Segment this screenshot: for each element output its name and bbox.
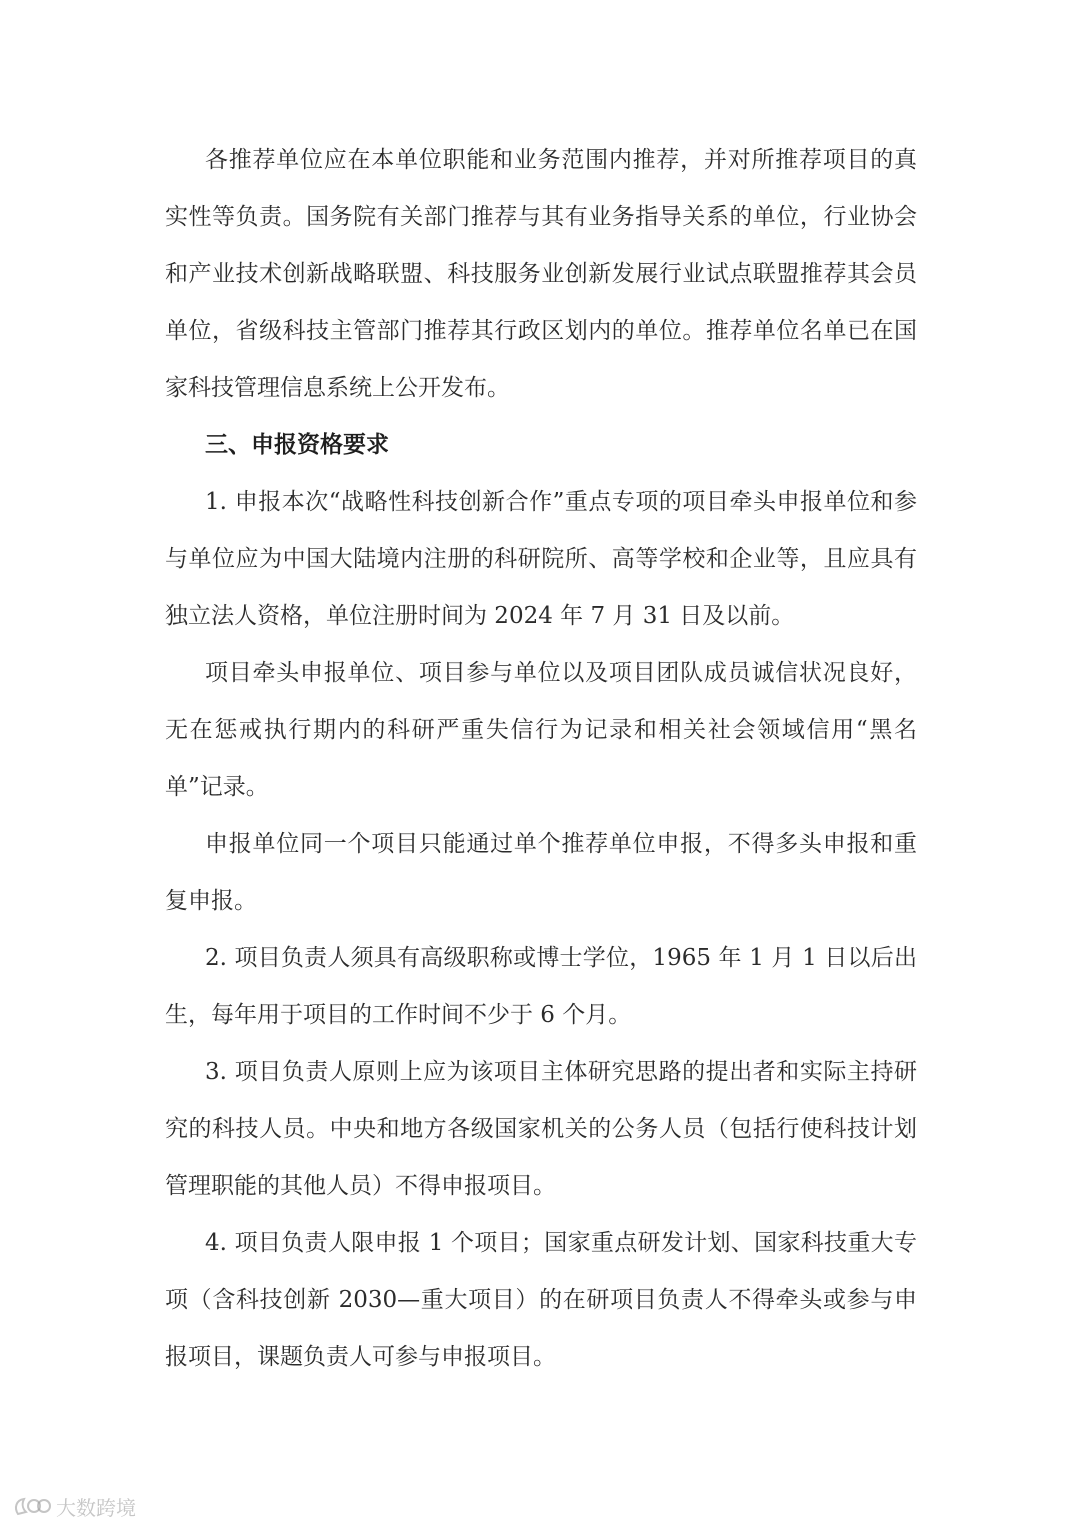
document-body	[165, 132, 917, 1386]
paragraph-item-4: 4. 项目负责人限申报 1 个项目；国家重点研发计划、国家科技重大专项（含科技创新 2030—重大项目）的在研项目负责人不得牵头或参与申报项目，课题负责人可参与申报项目。	[165, 1230, 917, 1370]
paragraph-item-2: 2. 项目负责人须具有高级职称或博士学位，1965 年 1 月 1 日以后出生，每年用于项目的工作时间不少于 6 个月。	[165, 945, 917, 1028]
paragraph-recommendation: 各推荐单位应在本单位职能和业务范围内推荐，并对所推荐项目的真实性等负责。国务院有关部门推荐与其有业务指导关系的单位，行业协会和产业技术创新战略联盟、科技服务业创新发展行业试点联盟推荐其会员单位，省级科技主管部门推荐其行政区划内的单位。推荐单位名单已在国家科技管理信息系统上公开发布。	[165, 147, 917, 401]
section-heading-eligibility: 三、申报资格要求	[205, 432, 389, 458]
paragraph-item-3: 3. 项目负责人原则上应为该项目主体研究思路的提出者和实际主持研究的科技人员。中央和地方各级国家机关的公务人员（包括行使科技计划管理职能的其他人员）不得申报项目。	[165, 1059, 917, 1199]
paragraph-item-1: 1. 申报本次“战略性科技创新合作”重点专项的项目牵头申报单位和参与单位应为中国大陆境内注册的科研院所、高等学校和企业等，且应具有独立法人资格，单位注册时间为 2024 年 7 月 31 日及以前。	[165, 489, 917, 629]
watermark-text: 大数跨境	[56, 1496, 136, 1520]
watermark	[12, 1492, 136, 1521]
paragraph-integrity: 项目牵头申报单位、项目参与单位以及项目团队成员诚信状况良好，无在惩戒执行期内的科研严重失信行为记录和相关社会领域信用“黑名单”记录。	[165, 660, 917, 800]
logo-icon	[12, 1494, 52, 1520]
paragraph-single-recommendation: 申报单位同一个项目只能通过单个推荐单位申报，不得多头申报和重复申报。	[165, 831, 917, 914]
